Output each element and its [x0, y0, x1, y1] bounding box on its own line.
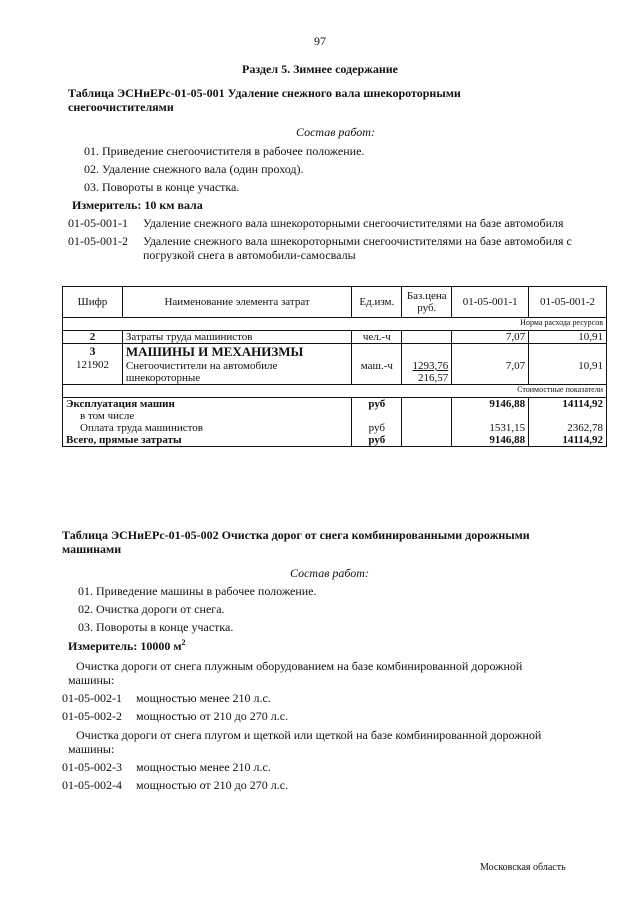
- cell-name: Эксплуатация машин: [66, 398, 175, 410]
- table2-code-text: мощностью от 210 до 270 л.с.: [136, 778, 289, 792]
- table2-group1-text: машины:: [68, 673, 115, 687]
- cell-code: 2: [63, 331, 123, 344]
- header-price-line2: руб.: [417, 302, 437, 314]
- table2-work-item: 03. Повороты в конце участка.: [78, 620, 234, 634]
- cost-subheader-row: [63, 385, 607, 398]
- cell-price: 1293,76: [412, 360, 449, 372]
- table1-code-text: Удаление снежного вала шнекороторными снегоочистителями на базе автомобиля с: [143, 234, 572, 248]
- header-code: Шифр: [63, 287, 123, 318]
- cell-unit: чел.-ч: [352, 331, 402, 344]
- header-unit: Ед.изм.: [352, 287, 402, 318]
- table1-code: 01-05-001-1: [68, 216, 128, 230]
- cell-value: 7,07: [452, 344, 529, 385]
- cell-name: Снегоочистители на автомобиле: [125, 360, 278, 372]
- cell-unit: руб: [368, 398, 386, 410]
- table2-title-line1: Таблица ЭСНиЕРс-01-05-002 Очистка дорог от снега комбинированными дорожными: [62, 528, 530, 542]
- cell-unit: руб: [368, 434, 386, 446]
- section-title: Раздел 5. Зимнее содержание: [242, 62, 398, 76]
- table2-meter: Измеритель: 10000 $м^2$: [68, 638, 186, 653]
- cell-name: Всего, прямые затраты: [66, 434, 182, 446]
- table2-work-item: 01. Приведение машины в рабочее положение.: [78, 584, 317, 598]
- cell-name: в том числе: [80, 410, 135, 422]
- table2-code: 01-05-002-3: [62, 760, 122, 774]
- table2-code: 01-05-002-1: [62, 691, 122, 705]
- norm-subheader-row: [63, 318, 607, 331]
- table1-work-item: 01. Приведение снегоочистителя в рабочее положение.: [84, 144, 365, 158]
- cell-value: 9146,88: [489, 434, 526, 446]
- cell-name: Оплата труда машинистов: [80, 422, 203, 434]
- table1-work-heading: Состав работ:: [296, 125, 375, 139]
- table2-work-heading: Состав работ:: [290, 566, 369, 580]
- table2-group2-text: машины:: [68, 742, 115, 756]
- cell-name: шнекороторные: [125, 372, 201, 384]
- cell-unit: руб: [368, 422, 385, 434]
- cell-price: 216,57: [418, 372, 449, 384]
- table2-code: 01-05-002-2: [62, 709, 122, 723]
- table-row: [63, 398, 607, 447]
- cell-code: 121902: [75, 359, 109, 371]
- norm-label: Норма расхода ресурсов: [63, 318, 607, 331]
- cell-name: Затраты труда машинистов: [122, 331, 351, 344]
- cell-price: [402, 331, 452, 344]
- table-header-row: [63, 287, 607, 318]
- cell-value: 14114,92: [562, 434, 603, 446]
- cell-group-name: МАШИНЫ И МЕХАНИЗМЫ: [125, 344, 304, 359]
- table2-code-text: мощностью менее 210 л.с.: [136, 760, 271, 774]
- cell-value: 7,07: [452, 331, 529, 344]
- table2-code: 01-05-002-4: [62, 778, 122, 792]
- cell-code: 3: [89, 344, 96, 358]
- cell-value: 10,91: [529, 331, 607, 344]
- table-row: [63, 331, 607, 344]
- table1-code: 01-05-001-2: [68, 234, 128, 248]
- cell-value: 9146,88: [489, 398, 526, 410]
- table2-code-text: мощностью менее 210 л.с.: [136, 691, 271, 705]
- table1-title-line2: снегоочистителями: [68, 100, 174, 114]
- table-row: [63, 344, 607, 385]
- table2-group2-text: Очистка дороги от снега плугом и щеткой или щеткой на базе комбинированной дорожной: [76, 728, 542, 742]
- header-col1: 01-05-001-1: [452, 287, 529, 318]
- header-price-line1: Баз.цена: [406, 290, 447, 302]
- cost-label: Стоимостные показатели: [63, 385, 607, 398]
- cell-value: 14114,92: [562, 398, 603, 410]
- table1-code-text: погрузкой снега в автомобили-самосвалы: [143, 248, 356, 262]
- header-col2: 01-05-001-2: [529, 287, 607, 318]
- page-footer: Московская область: [480, 862, 566, 873]
- cell-value: 2362,78: [567, 422, 603, 434]
- table1-code-text: Удаление снежного вала шнекороторными снегоочистителями на базе автомобиля: [143, 216, 564, 230]
- header-name: Наименование элемента затрат: [122, 287, 351, 318]
- table1-meter: Измеритель: 10 км вала: [72, 198, 203, 212]
- resource-table: [62, 286, 607, 447]
- table1-work-item: 03. Повороты в конце участка.: [84, 180, 240, 194]
- header-price: [402, 287, 452, 318]
- page-number: 97: [314, 34, 326, 48]
- table2-title-line2: машинами: [62, 542, 122, 556]
- table2-code-text: мощностью от 210 до 270 л.с.: [136, 709, 289, 723]
- table1-work-item: 02. Удаление снежного вала (один проход).: [84, 162, 304, 176]
- table1-title-line1: Таблица ЭСНиЕРс-01-05-001 Удаление снежного вала шнекороторными: [68, 86, 461, 100]
- table2-group1-text: Очистка дороги от снега плужным оборудованием на базе комбинированной дорожной: [76, 659, 523, 673]
- cell-value: 10,91: [529, 344, 607, 385]
- cell-unit: маш.-ч: [352, 344, 402, 385]
- table2-work-item: 02. Очистка дороги от снега.: [78, 602, 225, 616]
- cell-value: 1531,15: [489, 422, 526, 434]
